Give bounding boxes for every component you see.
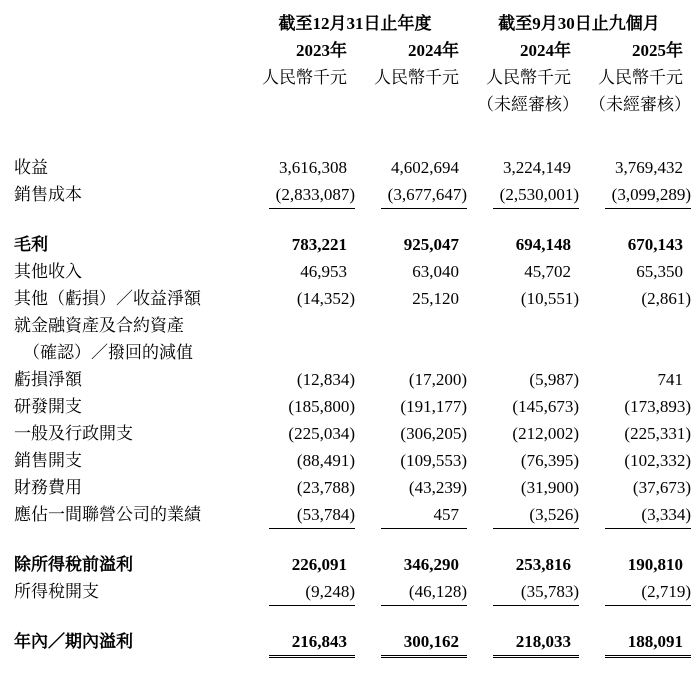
value-text: 253,816 bbox=[515, 555, 571, 574]
table-row bbox=[14, 181, 691, 209]
cell-value bbox=[355, 366, 467, 393]
cell-value bbox=[355, 551, 467, 578]
row-label: 就金融資產及合約資產 bbox=[14, 316, 184, 335]
unit-label: 人民幣千元 bbox=[262, 68, 347, 87]
cell-value bbox=[243, 366, 355, 393]
value-text: 25,120 bbox=[412, 289, 459, 308]
unit-column bbox=[243, 64, 355, 91]
unaudited-label: （未經審核） bbox=[477, 95, 579, 114]
value-text: (173,893) bbox=[624, 397, 691, 416]
cell-value bbox=[467, 154, 579, 181]
value-text: 925,047 bbox=[403, 235, 459, 254]
value-text: (43,239) bbox=[408, 478, 467, 497]
header-years bbox=[14, 37, 691, 64]
cell-value bbox=[467, 447, 579, 474]
value-text: (10,551) bbox=[520, 289, 579, 308]
year-column bbox=[467, 37, 579, 64]
row-label: 除所得稅前溢利 bbox=[14, 555, 133, 574]
table-row bbox=[14, 578, 691, 606]
value-text: (225,034) bbox=[288, 424, 355, 443]
cell-value bbox=[467, 285, 579, 312]
year-label: 2024年 bbox=[408, 41, 459, 60]
value-text: (76,395) bbox=[520, 451, 579, 470]
table-row bbox=[14, 339, 691, 366]
cell-value bbox=[467, 366, 579, 393]
value-text: 226,091 bbox=[291, 555, 347, 574]
cell-value bbox=[355, 258, 467, 285]
year-label: 2025年 bbox=[632, 41, 683, 60]
value-text: (185,800) bbox=[288, 397, 355, 416]
value-text: (88,491) bbox=[296, 451, 355, 470]
cell-value bbox=[355, 578, 467, 606]
value-text: (306,205) bbox=[400, 424, 467, 443]
cell-value bbox=[243, 258, 355, 285]
table-row bbox=[14, 366, 691, 393]
year-column bbox=[579, 37, 691, 64]
value-text: 190,810 bbox=[627, 555, 683, 574]
value-text: (2,861) bbox=[641, 289, 691, 308]
row-label: 財務費用 bbox=[14, 478, 82, 497]
cell-value bbox=[243, 285, 355, 312]
table-row bbox=[14, 420, 691, 447]
cell-value bbox=[355, 474, 467, 501]
value-text: (3,334) bbox=[605, 501, 691, 529]
value-text: (5,987) bbox=[529, 370, 579, 389]
row-label: 其他收入 bbox=[14, 262, 82, 281]
value-text: 300,162 bbox=[381, 628, 467, 658]
value-text: 218,033 bbox=[493, 628, 579, 658]
cell-value bbox=[467, 181, 579, 209]
table-row bbox=[14, 551, 691, 578]
table-row bbox=[14, 393, 691, 420]
unit-column bbox=[467, 64, 579, 91]
row-label: 銷售開支 bbox=[14, 451, 82, 470]
row-label: 年內／期內溢利 bbox=[14, 632, 133, 651]
table-row bbox=[14, 312, 691, 339]
value-text: (3,526) bbox=[493, 501, 579, 529]
cell-value bbox=[467, 420, 579, 447]
cell-value bbox=[579, 447, 691, 474]
value-text: (53,784) bbox=[269, 501, 355, 529]
value-text: (2,719) bbox=[605, 578, 691, 606]
cell-value bbox=[579, 551, 691, 578]
cell-value bbox=[467, 474, 579, 501]
value-text: 783,221 bbox=[291, 235, 347, 254]
cell-value bbox=[579, 285, 691, 312]
cell-value bbox=[243, 181, 355, 209]
value-text: (2,530,001) bbox=[493, 181, 579, 209]
row-label: 毛利 bbox=[14, 235, 48, 254]
cell-value bbox=[467, 578, 579, 606]
value-text: (3,677,647) bbox=[381, 181, 467, 209]
unit-column bbox=[579, 64, 691, 91]
cell-value bbox=[467, 501, 579, 529]
unit-column bbox=[355, 64, 467, 91]
year-label: 2024年 bbox=[520, 41, 571, 60]
row-label: （確認）／撥回的減值 bbox=[23, 343, 193, 362]
cell-value bbox=[243, 420, 355, 447]
value-text: 670,143 bbox=[627, 235, 683, 254]
cell-value bbox=[579, 501, 691, 529]
cell-value bbox=[355, 420, 467, 447]
cell-value bbox=[355, 181, 467, 209]
table-row bbox=[14, 628, 691, 658]
value-text: (31,900) bbox=[520, 478, 579, 497]
value-text: 3,616,308 bbox=[279, 158, 347, 177]
value-text: 346,290 bbox=[403, 555, 459, 574]
value-text: 45,702 bbox=[524, 262, 571, 281]
cell-value bbox=[355, 154, 467, 181]
cell-value bbox=[467, 551, 579, 578]
value-text: (17,200) bbox=[408, 370, 467, 389]
unaudited-label: （未經審核） bbox=[589, 95, 691, 114]
cell-value bbox=[243, 578, 355, 606]
cell-value bbox=[579, 420, 691, 447]
row-label: 其他（虧損）／收益淨額 bbox=[14, 289, 201, 308]
cell-value bbox=[467, 231, 579, 258]
cell-value bbox=[467, 628, 579, 658]
value-text: (37,673) bbox=[632, 478, 691, 497]
year-column bbox=[355, 37, 467, 64]
cell-value bbox=[579, 231, 691, 258]
row-label: 收益 bbox=[14, 158, 48, 177]
table-row bbox=[14, 258, 691, 285]
value-text: 46,953 bbox=[300, 262, 347, 281]
value-text: (191,177) bbox=[400, 397, 467, 416]
year-label: 2023年 bbox=[296, 41, 347, 60]
row-label: 虧損淨額 bbox=[14, 370, 82, 389]
value-text: (9,248) bbox=[269, 578, 355, 606]
table-row bbox=[14, 474, 691, 501]
cell-value bbox=[243, 154, 355, 181]
value-text: (35,783) bbox=[493, 578, 579, 606]
cell-value bbox=[355, 628, 467, 658]
cell-value bbox=[355, 231, 467, 258]
cell-value bbox=[243, 231, 355, 258]
cell-value bbox=[355, 501, 467, 529]
cell-value bbox=[355, 393, 467, 420]
value-text: (23,788) bbox=[296, 478, 355, 497]
table-row bbox=[14, 231, 691, 258]
header-units bbox=[14, 64, 691, 91]
row-label: 一般及行政開支 bbox=[14, 424, 133, 443]
value-text: (2,833,087) bbox=[269, 181, 355, 209]
cell-value bbox=[243, 393, 355, 420]
value-text: (12,834) bbox=[296, 370, 355, 389]
value-text: 188,091 bbox=[605, 628, 691, 658]
row-label: 銷售成本 bbox=[14, 185, 82, 204]
value-text: 216,843 bbox=[269, 628, 355, 658]
cell-value bbox=[579, 154, 691, 181]
value-text: (212,002) bbox=[512, 424, 579, 443]
cell-value bbox=[579, 181, 691, 209]
cell-value bbox=[467, 258, 579, 285]
value-text: 63,040 bbox=[412, 262, 459, 281]
table-row bbox=[14, 285, 691, 312]
value-text: 457 bbox=[381, 501, 467, 529]
period-group-interim: 截至9月30日止九個月 bbox=[498, 14, 660, 33]
row-label: 應佔一間聯營公司的業績 bbox=[14, 505, 201, 524]
cell-value bbox=[355, 285, 467, 312]
cell-value bbox=[243, 447, 355, 474]
period-group-annual: 截至12月31日止年度 bbox=[278, 14, 432, 33]
value-text: 4,602,694 bbox=[391, 158, 459, 177]
cell-value bbox=[243, 551, 355, 578]
value-text: (3,099,289) bbox=[605, 181, 691, 209]
unaudited-column bbox=[467, 91, 579, 118]
row-label: 研發開支 bbox=[14, 397, 82, 416]
row-label: 所得稅開支 bbox=[14, 582, 99, 601]
value-text: (46,128) bbox=[381, 578, 467, 606]
value-text: (225,331) bbox=[624, 424, 691, 443]
cell-value bbox=[243, 501, 355, 529]
unit-label: 人民幣千元 bbox=[374, 68, 459, 87]
unaudited-column bbox=[579, 91, 691, 118]
header-period-groups bbox=[14, 10, 691, 37]
unit-label: 人民幣千元 bbox=[486, 68, 571, 87]
value-text: (102,332) bbox=[624, 451, 691, 470]
value-text: (109,553) bbox=[400, 451, 467, 470]
value-text: 741 bbox=[657, 370, 683, 389]
year-column bbox=[243, 37, 355, 64]
cell-value bbox=[579, 578, 691, 606]
header-unaudited bbox=[14, 91, 691, 118]
value-text: 3,224,149 bbox=[503, 158, 571, 177]
cell-value bbox=[243, 474, 355, 501]
cell-value bbox=[467, 393, 579, 420]
value-text: (145,673) bbox=[512, 397, 579, 416]
value-text: 65,350 bbox=[636, 262, 683, 281]
cell-value bbox=[243, 628, 355, 658]
value-text: 3,769,432 bbox=[615, 158, 683, 177]
cell-value bbox=[355, 447, 467, 474]
table-row bbox=[14, 447, 691, 474]
table-row bbox=[14, 154, 691, 181]
value-text: 694,148 bbox=[515, 235, 571, 254]
cell-value bbox=[579, 628, 691, 658]
cell-value bbox=[579, 366, 691, 393]
income-statement-rows bbox=[14, 154, 691, 658]
cell-value bbox=[579, 474, 691, 501]
value-text: (14,352) bbox=[296, 289, 355, 308]
table-row bbox=[14, 501, 691, 529]
cell-value bbox=[579, 393, 691, 420]
unit-label: 人民幣千元 bbox=[598, 68, 683, 87]
cell-value bbox=[579, 258, 691, 285]
